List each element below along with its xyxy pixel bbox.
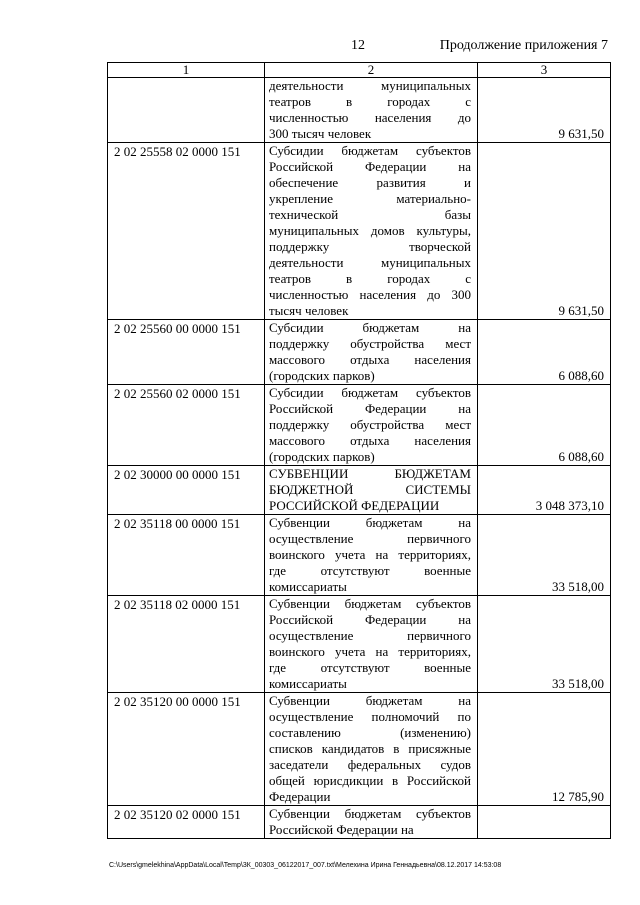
budget-code: 2 02 25560 00 0000 151 [108,320,265,385]
description-line: где отсутствуют военные [269,563,471,578]
description-line: театров в городах с [269,94,471,109]
description-line: массового отдыха населения [269,352,471,367]
description-line: осуществление полномочий по [269,709,471,724]
budget-description [265,466,478,515]
description-line: Субсидии бюджетам субъектов [269,385,471,400]
description-line: где отсутствуют военные [269,660,471,675]
description-line: Федерации [269,789,331,804]
budget-amount [478,806,611,839]
budget-amount: 9 631,50 [478,78,611,143]
description-line: поддержку обустройства мест [269,336,471,351]
description-line: РОССИЙСКОЙ ФЕДЕРАЦИИ [269,498,440,513]
budget-code: 2 02 25558 02 0000 151 [108,143,265,320]
description-line: комиссариаты [269,579,347,594]
file-path-footer: C:\Users\gmelekhina\AppData\Local\Temp\3К_00303_06122017_007.txt\Мелехина Ирина Геннадьевна\08.12.2017 14:53:08 [109,862,502,869]
budget-amount: 33 518,00 [478,515,611,596]
description-line: осуществление первичного [269,531,471,546]
description-line: Субсидии бюджетам на [269,320,471,335]
description-line: комиссариаты [269,676,347,691]
description-line: БЮДЖЕТНОЙ СИСТЕМЫ [269,482,471,497]
description-line: осуществление первичного [269,628,471,643]
description-line: деятельности муниципальных [269,255,471,270]
description-line: тысяч человек [269,303,349,318]
budget-description [265,143,478,320]
description-line: (городских парков) [269,449,375,464]
description-line: Субсидии бюджетам субъектов [269,143,471,158]
column-header: 3 [478,63,611,78]
description-line: общей юрисдикции в Российской [269,773,471,788]
column-header: 1 [108,63,265,78]
budget-description [265,385,478,466]
budget-description [265,78,478,143]
table-row [108,596,611,693]
description-line: воинского учета на территориях, [269,644,471,659]
budget-amount: 9 631,50 [478,143,611,320]
table-row [108,806,611,839]
table-row [108,466,611,515]
budget-code: 2 02 35118 00 0000 151 [108,515,265,596]
table-row [108,385,611,466]
description-line: списков кандидатов в присяжные [269,741,471,756]
budget-table [107,62,611,839]
budget-description [265,320,478,385]
description-line: технической базы [269,207,471,222]
table-row [108,320,611,385]
table-header-row [108,63,611,78]
description-line: Российской Федерации на [269,401,471,416]
description-line: (городских парков) [269,368,375,383]
budget-description [265,515,478,596]
column-header: 2 [265,63,478,78]
budget-amount: 3 048 373,10 [478,466,611,515]
description-line: обеспечение развития и [269,175,471,190]
budget-description [265,693,478,806]
description-line: СУБВЕНЦИИ БЮДЖЕТАМ [269,466,471,481]
description-line: Российской Федерации на [269,159,471,174]
description-line: поддержку обустройства мест [269,417,471,432]
table-row [108,515,611,596]
budget-code: 2 02 25560 02 0000 151 [108,385,265,466]
budget-code: 2 02 30000 00 0000 151 [108,466,265,515]
description-line: воинского учета на территориях, [269,547,471,562]
description-line: Субвенции бюджетам на [269,693,471,708]
budget-amount: 6 088,60 [478,320,611,385]
budget-amount: 12 785,90 [478,693,611,806]
description-line: Российской Федерации на [269,612,471,627]
description-line: деятельности муниципальных [269,78,471,93]
description-line: поддержку творческой [269,239,471,254]
description-line: театров в городах с [269,271,471,286]
description-line: Субвенции бюджетам субъектов [269,806,471,821]
description-line: составлению (изменению) [269,725,471,740]
description-line: численностью населения до 300 [269,287,471,302]
budget-code: 2 02 35120 02 0000 151 [108,806,265,839]
description-line: Субвенции бюджетам на [269,515,471,530]
table-row [108,693,611,806]
budget-amount: 33 518,00 [478,596,611,693]
budget-code [108,78,265,143]
description-line: заседатели федеральных судов [269,757,471,772]
description-line: численностью населения до [269,110,471,125]
table-row [108,143,611,320]
budget-description [265,806,478,839]
budget-amount: 6 088,60 [478,385,611,466]
description-line: муниципальных домов культуры, [269,223,471,238]
description-line: массового отдыха населения [269,433,471,448]
page-number: 12 [351,38,365,53]
description-line: 300 тысяч человек [269,126,372,141]
description-line: укрепление материально- [269,191,471,206]
budget-code: 2 02 35118 02 0000 151 [108,596,265,693]
description-line: Российской Федерации на [269,822,414,837]
table-row [108,78,611,143]
continuation-title: Продолжение приложения 7 [439,38,608,53]
budget-code: 2 02 35120 00 0000 151 [108,693,265,806]
description-line: Субвенции бюджетам субъектов [269,596,471,611]
budget-description [265,596,478,693]
